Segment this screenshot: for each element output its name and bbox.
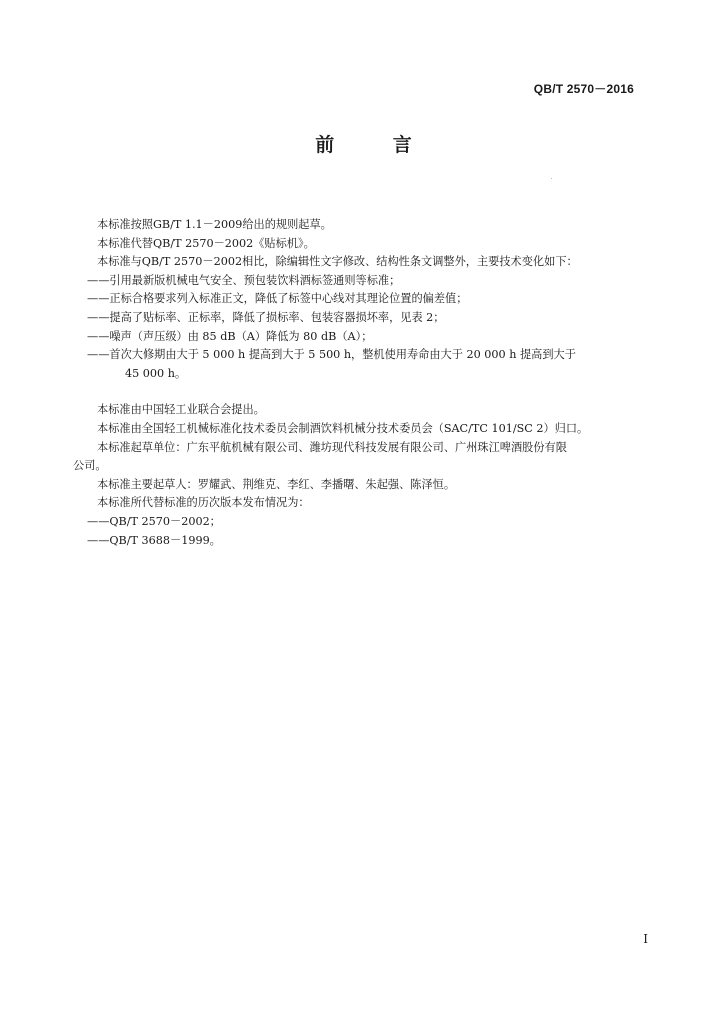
paragraph-technical-committee: 本标准由全国轻工机械标准化技术委员会制酒饮料机械分技术委员会（SAC/TC 101/SC 2）归口。 bbox=[97, 421, 589, 435]
change-item-continuation: 45 000 h。 bbox=[125, 366, 187, 380]
foreword-body bbox=[73, 216, 663, 550]
paragraph-drafting-rules: 本标准按照GB/T 1.1－2009给出的规则起草。 bbox=[97, 218, 332, 231]
paragraph-replaces: 本标准代替QB/T 2570－2002《贴标机》。 bbox=[97, 236, 315, 250]
change-item: ——正标合格要求列入标准正文，降低了标签中心线对其理论位置的偏差值； bbox=[87, 292, 468, 306]
standard-code-header: QB/T 2570－2016 bbox=[533, 82, 634, 96]
paragraph-changes-intro: 本标准与QB/T 2570－2002相比，除编辑性文字修改、结构性条文调整外，主要技术变化如下： bbox=[97, 255, 578, 269]
page-title: 前 言 bbox=[315, 134, 438, 156]
paragraph-history-intro: 本标准所代替标准的历次版本发布情况为： bbox=[97, 496, 310, 510]
history-item: ——QB/T 2570－2002； bbox=[87, 514, 221, 528]
paragraph-drafting-units-continuation: 公司。 bbox=[73, 459, 107, 473]
change-item: ——提高了贴标率、正标率，降低了损标率、包装容器损坏率，见表 2； bbox=[87, 310, 445, 324]
change-item: ——首次大修期由大于 5 000 h 提高到大于 5 500 h，整机使用寿命由大于 20 000 h 提高到大于 bbox=[87, 348, 576, 362]
page-number: I bbox=[643, 932, 648, 946]
paragraph-drafting-units: 本标准起草单位：广东平航机械有限公司、潍坊现代科技发展有限公司、广州珠江啤酒股份有限 bbox=[97, 440, 567, 454]
paragraph-main-drafters: 本标准主要起草人：罗耀武、荆维克、李红、李播曙、朱起强、陈泽恒。 bbox=[97, 477, 456, 491]
change-item: ——引用最新版机械电气安全、预包装饮料酒标签通则等标准； bbox=[87, 273, 401, 287]
paragraph-proposed-by: 本标准由中国轻工业联合会提出。 bbox=[97, 403, 265, 417]
change-item: ——噪声（声压级）由 85 dB（A）降低为 80 dB（A）； bbox=[87, 329, 373, 343]
scan-speck bbox=[551, 178, 552, 179]
history-item: ——QB/T 3688－1999。 bbox=[87, 533, 221, 547]
